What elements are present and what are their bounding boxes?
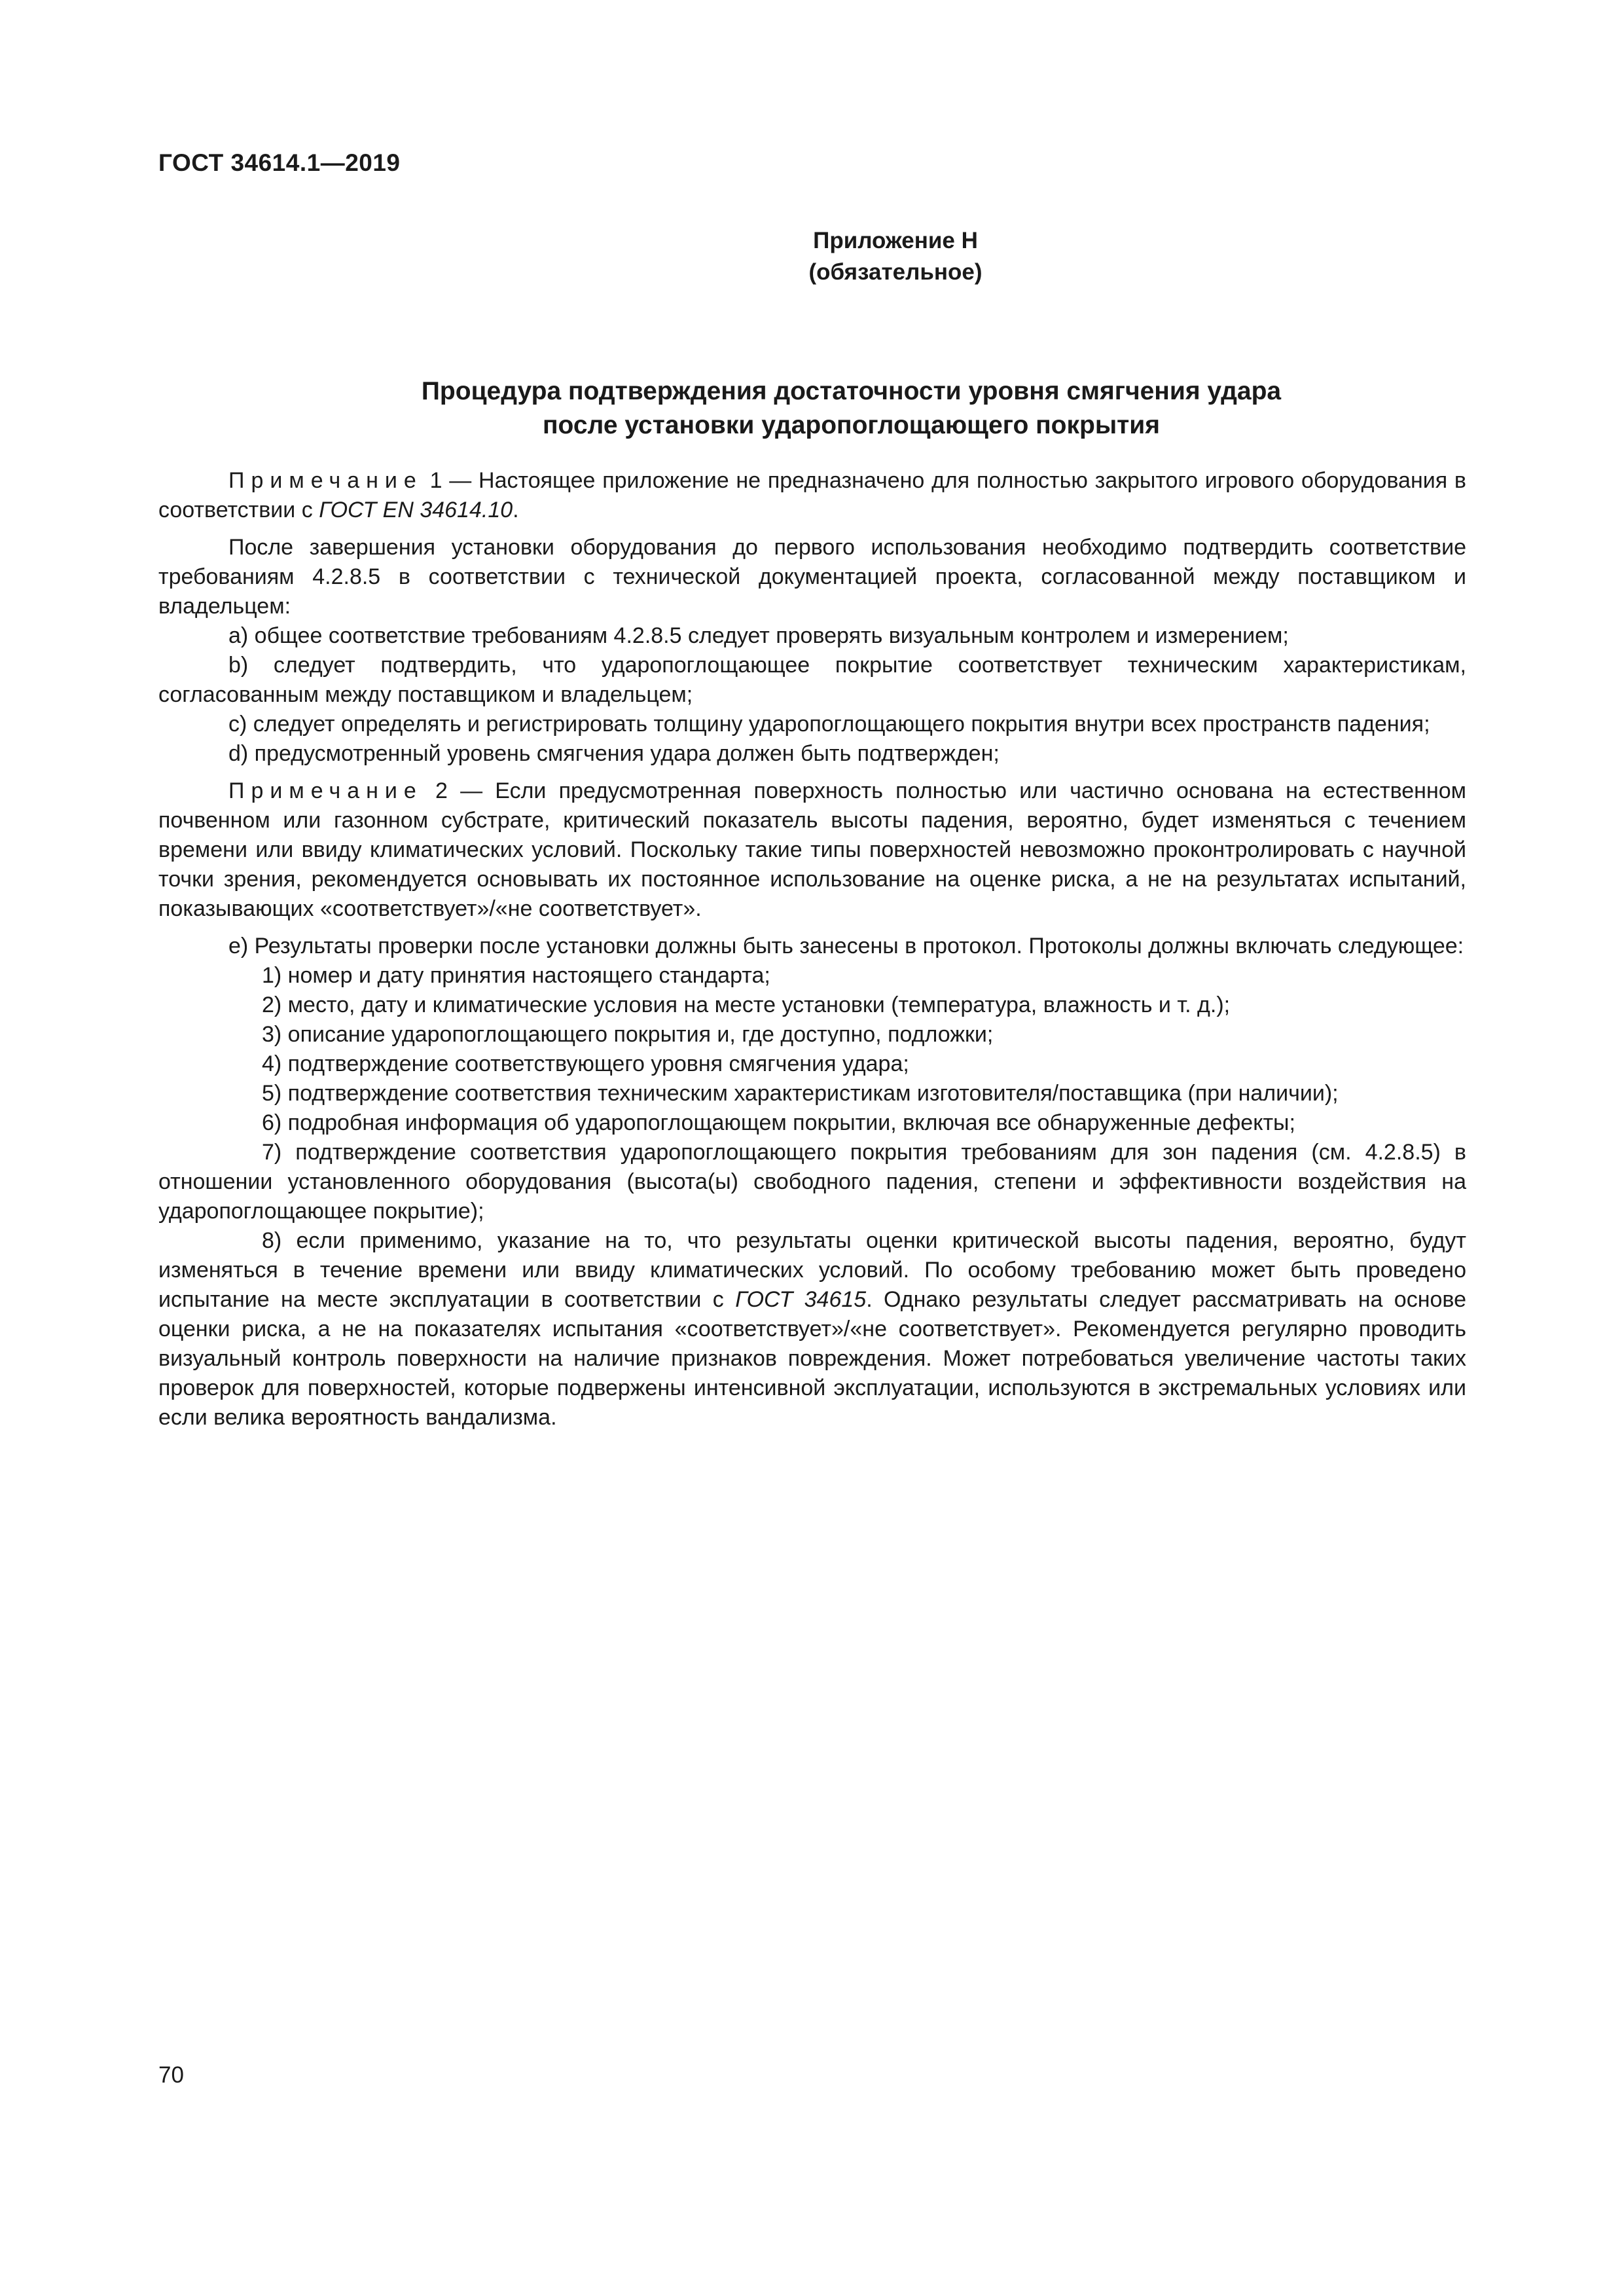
list-item-d: d) предусмотренный уровень смягчения удара должен быть подтвержден; [228,741,1000,766]
note-1-reference: ГОСТ EN 34614.10 [319,498,513,522]
title-line-1: Процедура подтверждения достаточности уровня смягчения удара [421,377,1282,405]
sub-item-1: 1) номер и дату принятия настоящего стандарта; [262,963,770,988]
sub-item-4: 4) подтверждение соответствующего уровня смягчения удара; [262,1051,909,1076]
sub-item-5: 5) подтверждение соответствия техническим характеристикам изготовителя/поставщика (при наличии); [262,1081,1339,1106]
note-1-label: Примечание [228,468,423,493]
sub-item-3: 3) описание ударопоглощающего покрытия и, где доступно, подложки; [262,1022,994,1047]
note-2-text: 2 — Если предусмотренная поверхность полностью или частично основана на естественном почвенном или газонном субстрате, критический показатель высоты падения, вероятно, будет изменяться с течением времени или ввиду климатических условий. Поскольку такие типы поверхностей невозможно проконтролировать с научной точки зрения, рекомендуется основывать их постоянное использование на оценке риска, а не на результатах испытаний, показывающих «соответствует»/«не соответствует». [158,778,1466,921]
note-2-label: Примечание [228,778,423,803]
section-title [0,374,1624,443]
document-code: ГОСТ 34614.1—2019 [158,149,401,176]
note-1-text: 1 — Настоящее приложение не предназначено для полностью закрытого игрового оборудования в соответствии с [158,468,1466,522]
annex-status: (обязательное) [808,259,983,285]
sub-item-6: 6) подробная информация об ударопоглощающем покрытии, включая все обнаруженные дефекты; [262,1110,1295,1135]
note-2 [158,776,1466,924]
sub-item-2: 2) место, дату и климатические условия на месте установки (температура, влажность и т. д.); [262,993,1231,1017]
sub-item-8-reference: ГОСТ 34615 [735,1287,867,1312]
list-item-e: е) Результаты проверки после установки должны быть занесены в протокол. Протоколы должны включать следующее: [228,934,1464,958]
note-1: Примечание 1 — Настоящее приложение не предназначено для полностью закрытого игрового оборудования в соответствии с ГОСТ EN 34614.10. [158,468,1466,522]
annex-label: Приложение Н [813,228,978,253]
list-item-a: а) общее соответствие требованиям 4.2.8.5 следует проверять визуальным контролем и измерением; [228,623,1289,648]
sub-item-8: 8) если применимо, указание на то, что результаты оценки критической высоты падения, вероятно, будут изменяться в течение времени или ввиду климатических условий. По особому требованию может быть проведено испытание на месте эксплуатации в соответствии с ГОСТ 34615. Однако результаты следует рассматривать на основе оценки риска, а не на показателях испытания «соответствует»/«не соответствует». Рекомендуется регулярно проводить визуальный контроль поверхности на наличие признаков повреждения. Может потребоваться увеличение частоты таких проверок для поверхностей, которые подвержены интенсивной эксплуатации, используются в экстремальных условиях или если велика вероятность вандализма. [158,1228,1466,1430]
list-item-c: c) следует определять и регистрировать толщину ударопоглощающего покрытия внутри всех пространств падения; [228,712,1430,737]
title-line-2: после установки ударопоглощающего покрытия [543,411,1160,439]
body-text [158,466,1466,1432]
page-number: 70 [158,2062,184,2088]
intro-paragraph: После завершения установки оборудования до первого использования необходимо подтвердить соответствие требованиям 4.2.8.5 в соответствии с технической документацией проекта, согласованной между поставщиком и владельцем: [158,535,1466,619]
list-item-b: b) следует подтвердить, что ударопоглощающее покрытие соответствует техническим характеристикам, согласованным между поставщиком и владельцем; [158,653,1466,707]
sub-item-7: 7) подтверждение соответствия ударопоглощающего покрытия требованиям для зон падения (см. 4.2.8.5) в отношении установленного оборудования (высота(ы) свободного падения, степени и эффективности воздействия на ударопоглощающее покрытие); [158,1140,1466,1224]
annex-heading [0,225,1624,288]
